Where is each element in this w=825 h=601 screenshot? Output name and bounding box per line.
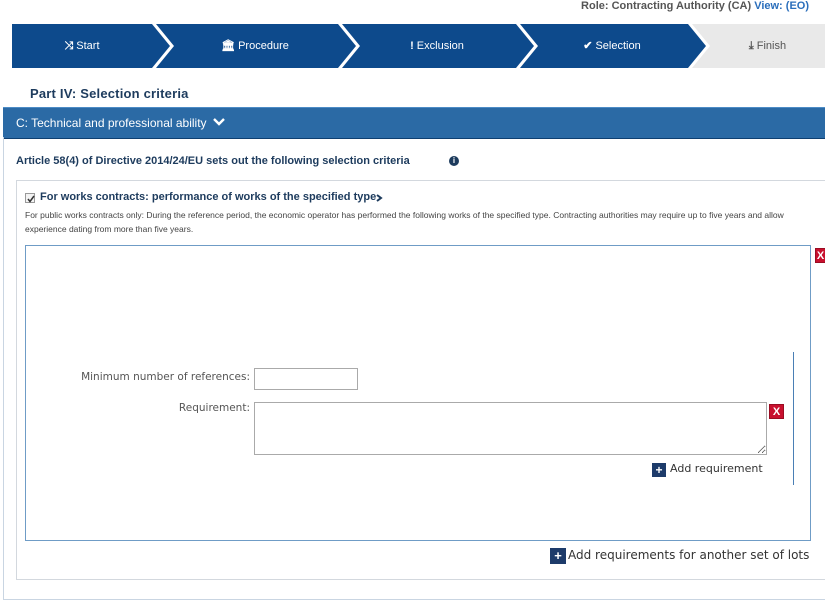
- criterion-title[interactable]: For works contracts: performance of works of the specified type: [40, 191, 377, 203]
- criterion-description: For public works contracts only: During the reference period, the economic operator has performed the following works of the specified type. Contracting authorities may require up to five years and allow experience dating from more than five years.: [25, 210, 784, 234]
- check-icon: [26, 194, 36, 204]
- article-heading: Article 58(4) of Directive 2014/24/EU sets out the following selection criteria: [16, 155, 410, 167]
- requirement-textarea[interactable]: [254, 402, 767, 455]
- criterion-checkbox[interactable]: [25, 193, 35, 203]
- page-title: Part IV: Selection criteria: [30, 86, 189, 101]
- role-indicator: [581, 0, 809, 12]
- add-lots-plus-icon[interactable]: +: [550, 548, 566, 564]
- section-header[interactable]: [3, 107, 825, 139]
- bank-icon: 🏛: [221, 40, 236, 52]
- info-icon[interactable]: i: [449, 156, 459, 166]
- role-label: Role: Contracting Authority (CA): [581, 0, 752, 12]
- chevron-down-icon: [213, 117, 225, 127]
- min-references-input[interactable]: [254, 368, 358, 390]
- wizard-steps: [12, 24, 825, 68]
- wizard-step-exclusion[interactable]: ! Exclusion: [410, 40, 464, 52]
- exclamation-icon: !: [410, 40, 414, 52]
- add-requirement-link[interactable]: Add requirement: [670, 462, 763, 475]
- chevron-right-icon[interactable]: [376, 194, 383, 202]
- requirement-group-divider: [793, 352, 794, 485]
- wizard-step-procedure[interactable]: 🏛 Procedure: [221, 40, 289, 52]
- add-requirement-plus-icon[interactable]: +: [652, 463, 666, 477]
- remove-requirement-button[interactable]: X: [769, 404, 784, 419]
- shuffle-icon: ⤨: [64, 40, 74, 52]
- requirements-box: [25, 245, 811, 541]
- min-references-label: Minimum number of references:: [81, 371, 250, 383]
- check-circle-icon: ✔: [583, 40, 593, 52]
- requirement-label: Requirement:: [178, 402, 250, 414]
- download-icon: ⤓: [748, 40, 754, 52]
- add-lots-link[interactable]: Add requirements for another set of lots: [568, 548, 810, 562]
- wizard-step-selection[interactable]: ✔ Selection: [583, 40, 641, 52]
- wizard-step-finish[interactable]: ⤓ Finish: [748, 40, 787, 52]
- remove-lot-button[interactable]: X: [816, 250, 825, 262]
- view-eo-link[interactable]: View: (EO): [754, 0, 809, 12]
- wizard-step-start[interactable]: ⤨ Start: [64, 40, 100, 52]
- section-title: C: Technical and professional ability: [16, 116, 207, 130]
